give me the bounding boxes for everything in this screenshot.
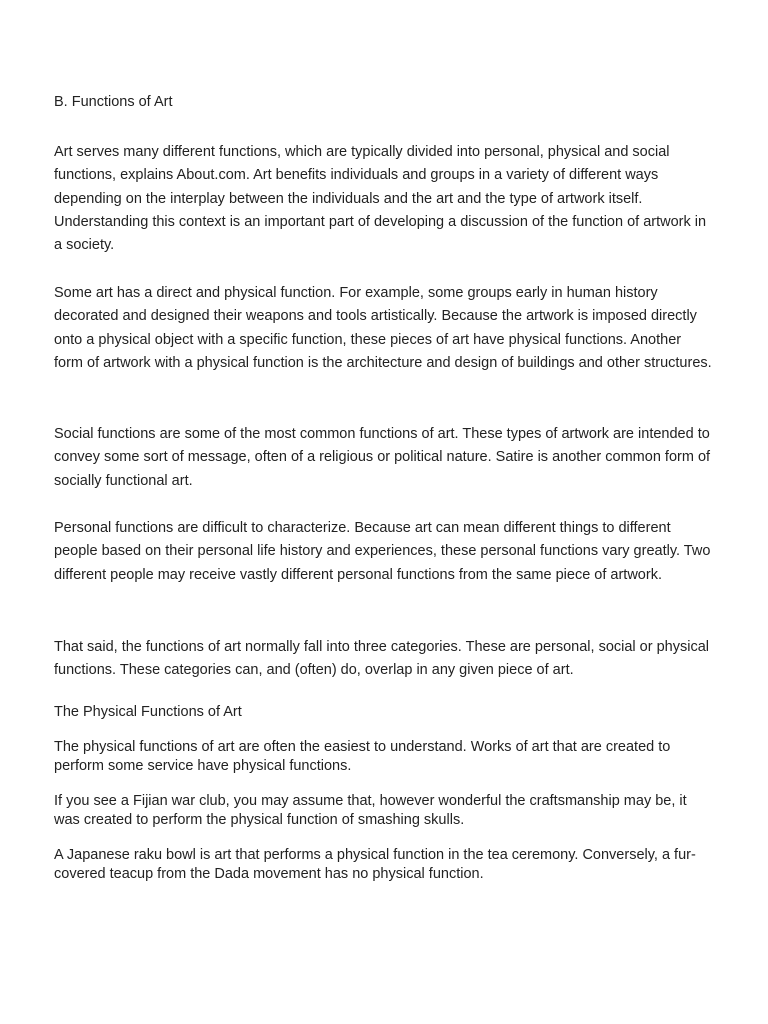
subheading-physical-functions: The Physical Functions of Art <box>54 704 242 720</box>
section-heading: B. Functions of Art <box>54 94 173 110</box>
paragraph-social: Social functions are some of the most common functions of art. These types of artwork are intended to convey some sort of message, often of a religious or political nature. Satire is another common form of socially functional art. <box>54 426 711 489</box>
paragraph-intro: Art serves many different functions, which are typically divided into personal, physical and social functions, explains About.com. Art benefits individuals and groups in a variety of different ways depending on the interplay between the individuals and the art and the type of artwork itself. Understanding this context is an important part of developing a discussion of the function of artwork in a society. <box>54 144 707 254</box>
paragraph-raku-bowl: A Japanese raku bowl is art that performs a physical function in the tea ceremony. Conversely, a fur-covered teacup from the Dada movement has no physical function. <box>54 847 696 882</box>
paragraph-fijian-club: If you see a Fijian war club, you may assume that, however wonderful the craftsmanship may be, it was created to perform the physical function of smashing skulls. <box>54 793 687 828</box>
paragraph-physical: Some art has a direct and physical function. For example, some groups early in human history decorated and designed their weapons and tools artistically. Because the artwork is imposed directly onto a physical object with a specific function, these pieces of art have physical functions. Another form of artwork with a physical function is the architecture and design of buildings and other structures. <box>54 285 712 371</box>
paragraph-categories: That said, the functions of art normally fall into three categories. These are personal, social or physical functions. These categories can, and (often) do, overlap in any given piece of art. <box>54 639 709 679</box>
paragraph-physical-easiest: The physical functions of art are often the easiest to understand. Works of art that are created to perform some service have physical functions. <box>54 739 671 774</box>
paragraph-personal: Personal functions are difficult to characterize. Because art can mean different things to different people based on their personal life history and experiences, these personal functions vary greatly. Two different people may receive vastly different personal functions from the same piece of artwork. <box>54 520 711 583</box>
